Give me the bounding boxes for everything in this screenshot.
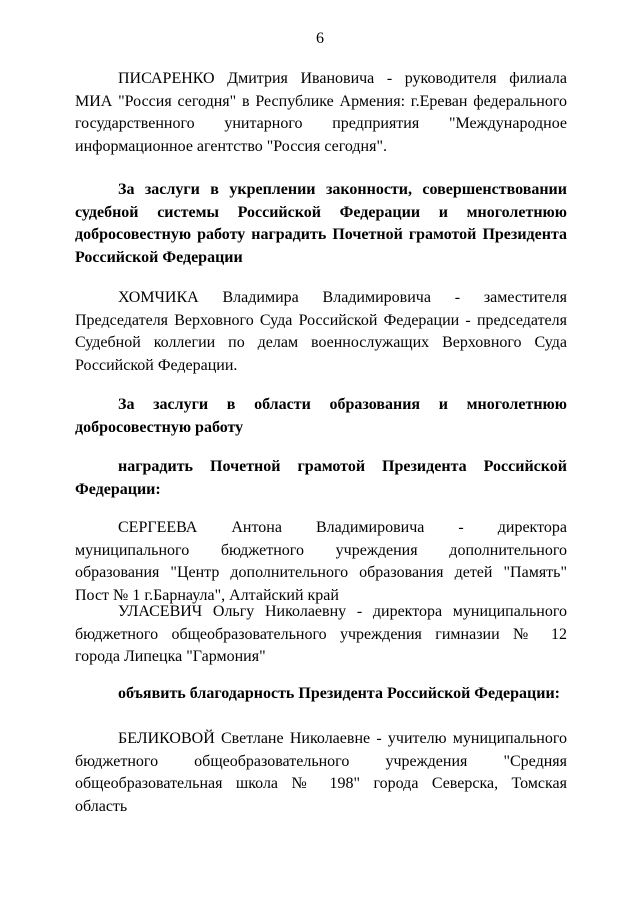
heading-line: объявить благодарность Президента Российской Федерации: (118, 685, 560, 702)
heading-line: судебной системы Российской Федерации и многолетнюю (75, 203, 567, 221)
paragraph-line: область (75, 797, 128, 815)
paragraph-line: города Липецка "Гармония" (75, 648, 266, 665)
paragraph-khomchik (75, 287, 567, 377)
heading-line: добросовестную работу наградить Почетной грамотой Президента (75, 226, 567, 243)
paragraph-line: СЕРГЕЕВА Антона Владимировича - директора (118, 519, 567, 536)
heading-line: Российской Федерации (75, 248, 243, 266)
paragraph-belikova (75, 728, 567, 818)
heading-line: наградить Почетной грамотой Президента Российской (118, 458, 567, 475)
paragraph-line: бюджетного общеобразовательного учреждения "Средняя (75, 752, 567, 770)
paragraph-line: общеобразовательная школа № 198" города Северска, Томская (75, 775, 567, 792)
heading-nagradit (75, 456, 567, 501)
paragraph-line: образования "Центр дополнительного образования детей "Память" (75, 564, 567, 581)
heading-line: добросовестную работу (75, 418, 244, 436)
paragraph-sergeev (75, 517, 567, 607)
paragraph-line: БЕЛИКОВОЙ Светлане Николаевне - учителю муниципального (118, 730, 567, 747)
paragraph-line: ПИСАРЕНКО Дмитрия Ивановича - руководителя филиала (118, 70, 567, 87)
paragraph-line: муниципального бюджетного учреждения дополнительного (75, 541, 567, 559)
paragraph-ulasevich (75, 601, 567, 669)
paragraph-line: бюджетного общеобразовательного учреждения гимназии № 12 (75, 625, 567, 643)
paragraph-pisarenko (75, 68, 567, 158)
paragraph-line: Пост № 1 г.Барнаула", Алтайский край (75, 586, 339, 604)
heading-line: Федерации: (75, 480, 161, 498)
paragraph-line: государственного унитарного предприятия "Международное (75, 115, 567, 132)
paragraph-line: Председателя Верховного Суда Российской Федерации - председателя (75, 311, 567, 329)
paragraph-line: Российской Федерации. (75, 356, 238, 374)
heading-blagodarnost (75, 683, 567, 706)
paragraph-line: информационное агентство "Россия сегодня". (75, 137, 388, 155)
heading-line: За заслуги в области образования и многолетнюю (118, 396, 567, 413)
heading-obrazovanie (75, 394, 567, 439)
paragraph-line: Судебной коллегии по делам военнослужащих Верховного Суда (75, 334, 567, 351)
paragraph-line: УЛАСЕВИЧ Ольгу Николаевну - директора муниципального (118, 603, 567, 620)
page-number: 6 (316, 30, 324, 47)
heading-line: За заслуги в укреплении законности, совершенствовании (118, 181, 567, 198)
paragraph-line: ХОМЧИКА Владимира Владимировича - заместителя (118, 289, 567, 306)
heading-zakonnost (75, 179, 567, 269)
paragraph-line: МИА "Россия сегодня" в Республике Армения: г.Ереван федерального (75, 92, 567, 110)
